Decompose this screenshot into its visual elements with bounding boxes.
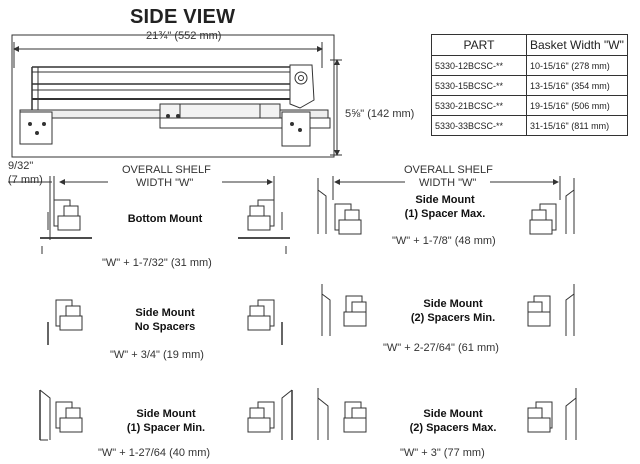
table-row — [432, 76, 628, 96]
mount-label-line: Side Mount — [423, 298, 483, 310]
mount-label-side-one-spacer-min — [110, 407, 222, 435]
table-row — [432, 96, 628, 116]
side-view-length-dim: 21¾" (552 mm) — [146, 30, 222, 42]
side-view-drawing — [12, 35, 342, 157]
part-number: 5330-12BCSC-** — [432, 56, 527, 76]
overall-shelf-width-right: WIDTH "W" — [419, 177, 477, 189]
table-row — [432, 56, 628, 76]
side-view-title: SIDE VIEW — [130, 6, 236, 28]
mount-label-line: Side Mount — [136, 408, 196, 420]
mount-label-side-two-spacers-min — [390, 297, 516, 325]
table-row — [432, 116, 628, 136]
parts-table-header-part: PART — [432, 35, 527, 56]
overall-shelf-width-left: WIDTH "W" — [136, 177, 194, 189]
mount-formula-side-no-spacers: "W" + 3/4" (19 mm) — [110, 349, 204, 361]
part-number: 5330-21BCSC-** — [432, 96, 527, 116]
mount-label-bottom — [110, 212, 220, 226]
mount-formula-bottom: "W" + 1-7/32" (31 mm) — [102, 257, 212, 269]
mount-formula-side-one-spacer-min: "W" + 1-27/64 (40 mm) — [98, 447, 211, 459]
basket-width: 10-15/16" (278 mm) — [527, 56, 628, 76]
parts-table-header-width: Basket Width "W" — [527, 35, 628, 56]
offset-dim-mm: (7 mm) — [8, 174, 43, 186]
mount-label-line: (2) Spacers Min. — [410, 312, 496, 324]
part-number: 5330-33BCSC-** — [432, 116, 527, 136]
basket-width: 31-15/16" (811 mm) — [527, 116, 628, 136]
mount-label-side-no-spacers — [110, 306, 220, 334]
basket-width: 19-15/16" (506 mm) — [527, 96, 628, 116]
mount-label-line: Bottom Mount — [127, 213, 203, 225]
part-number: 5330-15BCSC-** — [432, 76, 527, 96]
mount-formula-side-two-spacers-max: "W" + 3" (77 mm) — [400, 447, 485, 459]
mount-label-line: No Spacers — [134, 321, 196, 333]
basket-width: 13-15/16" (354 mm) — [527, 76, 628, 96]
overall-shelf-label-right: OVERALL SHELF — [404, 164, 493, 176]
parts-table — [431, 34, 628, 136]
mount-label-side-two-spacers-max — [390, 407, 516, 435]
side-view-height-dim: 5⅝" (142 mm) — [345, 108, 415, 120]
mount-formula-side-one-spacer-max: "W" + 1-7/8" (48 mm) — [392, 235, 496, 247]
mount-label-line: Side Mount — [135, 307, 195, 319]
offset-dim-fraction: 9/32" — [8, 160, 34, 172]
mount-label-line: (1) Spacer Max. — [404, 208, 486, 220]
mount-formula-side-two-spacers-min: "W" + 2-27/64" (61 mm) — [383, 342, 499, 354]
mount-label-side-one-spacer-max — [385, 193, 505, 221]
mount-label-line: (2) Spacers Max. — [409, 422, 497, 434]
overall-shelf-label-left: OVERALL SHELF — [122, 164, 211, 176]
mount-label-line: Side Mount — [423, 408, 483, 420]
mount-label-line: (1) Spacer Min. — [126, 422, 206, 434]
mount-label-line: Side Mount — [415, 194, 475, 206]
